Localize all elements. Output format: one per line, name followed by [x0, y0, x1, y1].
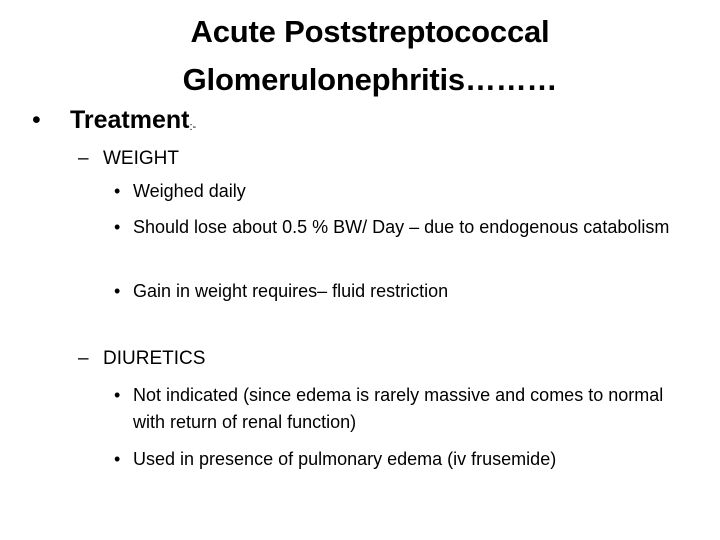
- list-item: [114, 178, 693, 205]
- bullet-icon: •: [114, 449, 121, 469]
- title-line-1: Acute Poststreptococcal: [190, 14, 550, 49]
- treatment-label: Treatment: [70, 106, 190, 134]
- title-line-2: Glomerulonephritis………: [182, 62, 558, 97]
- slide-title: [150, 8, 590, 104]
- treatment-bullet: [32, 103, 196, 144]
- section-heading-label: WEIGHT: [103, 148, 179, 169]
- dash-icon: –: [78, 348, 89, 369]
- bullet-icon: •: [114, 281, 121, 301]
- bullet-icon: •: [114, 181, 121, 201]
- section-heading-weight: [78, 146, 179, 172]
- list-item-text: Used in presence of pulmonary edema (iv frusemide): [133, 449, 557, 469]
- list-item-text: Should lose about 0.5 % BW/ Day – due to endogenous catabolism: [133, 217, 670, 237]
- section-heading-label: DIURETICS: [103, 348, 206, 369]
- bullet-icon: •: [114, 385, 121, 405]
- list-item: [114, 214, 673, 241]
- list-item: [114, 278, 693, 305]
- bullet-icon: •: [32, 106, 41, 134]
- section-heading-diuretics: [78, 346, 205, 372]
- list-item-text: Gain in weight requires– fluid restriction: [133, 281, 449, 301]
- list-item-text: Not indicated (since edema is rarely massive and comes to normal with return of renal function): [133, 385, 664, 432]
- treatment-suffix: :-: [189, 121, 197, 133]
- bullet-icon: •: [114, 217, 121, 237]
- dash-icon: –: [78, 148, 89, 169]
- list-item: [114, 446, 693, 473]
- list-item-text: Weighed daily: [133, 181, 246, 201]
- list-item: [114, 382, 681, 436]
